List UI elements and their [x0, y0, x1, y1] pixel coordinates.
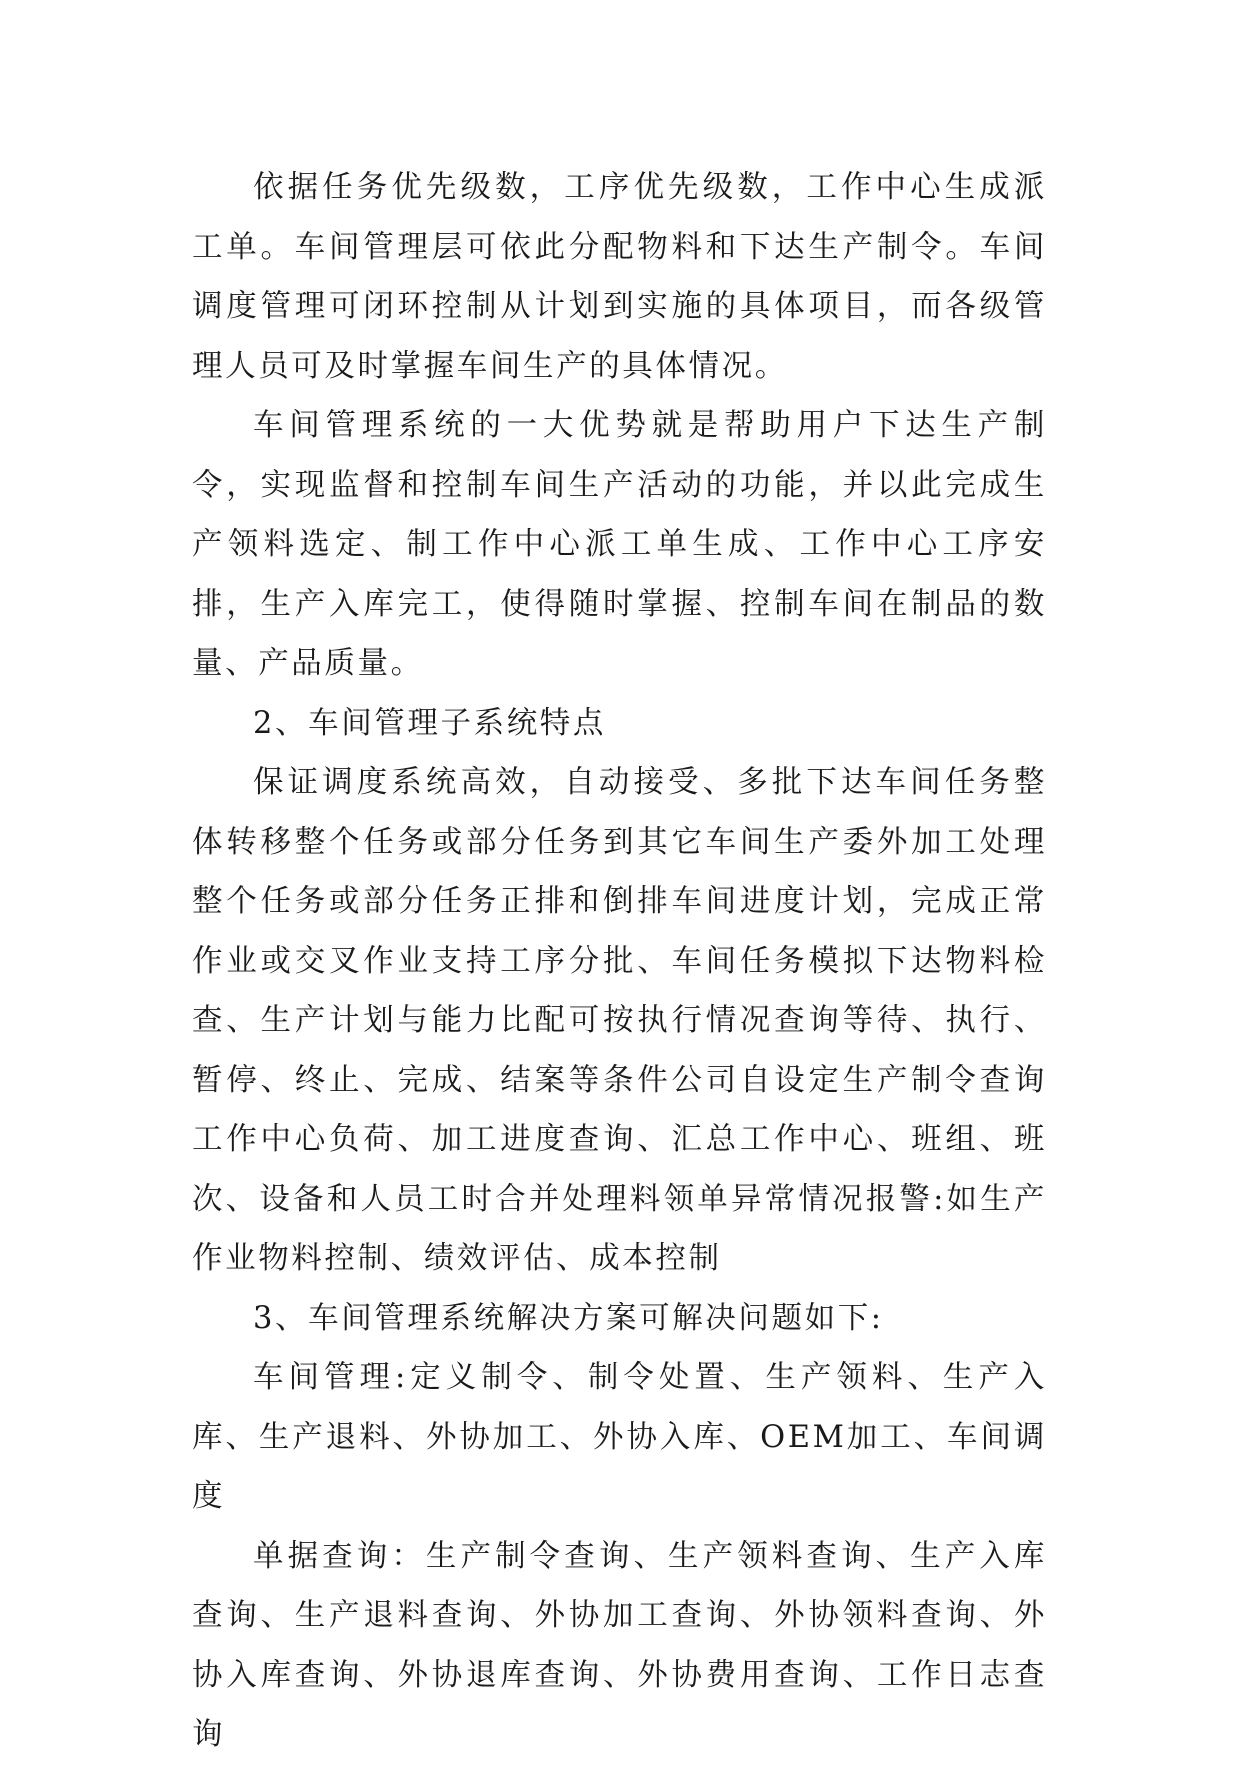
paragraph-workshop-management: 车间管理:定义制令、制令处置、生产领料、生产入库、生产退料、外协加工、外协入库、OEM加工、车间调度	[192, 1360, 1047, 1514]
paragraph-system-advantage: 车间管理系统的一大优势就是帮助用户下达生产制令，实现监督和控制车间生产活动的功能，并以此完成生产领料选定、制工作中心派工单生成、工作中心工序安排，生产入库完工，使得随时掌握、控制车间在制品的数量、产品质量。	[192, 408, 1047, 681]
document-body	[192, 158, 1047, 1765]
paragraph-dispatch-order: 依据任务优先级数，工序优先级数，工作中心生成派工单。车间管理层可依此分配物料和下达生产制令。车间调度管理可闭环控制从计划到实施的具体项目，而各级管理人员可及时掌握车间生产的具体情况。	[192, 170, 1047, 384]
paragraph-document-query: 单据查询：生产制令查询、生产领料查询、生产入库查询、生产退料查询、外协加工查询、外协领料查询、外协入库查询、外协退库查询、外协费用查询、工作日志查询	[192, 1538, 1047, 1752]
section-heading-features: 2、车间管理子系统特点	[253, 705, 607, 741]
paragraph-features: 保证调度系统高效，自动接受、多批下达车间任务整体转移整个任务或部分任务到其它车间生产委外加工处理整个任务或部分任务正排和倒排车间进度计划，完成正常作业或交叉作业支持工序分批、车间任务模拟下达物料检查、生产计划与能力比配可按执行情况查询等待、执行、暂停、终止、完成、结案等条件公司自设定生产制令查询工作中心负荷、加工进度查询、汇总工作中心、班组、班次、设备和人员工时合并处理料领单异常情况报警:如生产作业物料控制、绩效评估、成本控制	[192, 765, 1047, 1276]
section-heading-solutions: 3、车间管理系统解决方案可解决问题如下:	[253, 1300, 884, 1336]
